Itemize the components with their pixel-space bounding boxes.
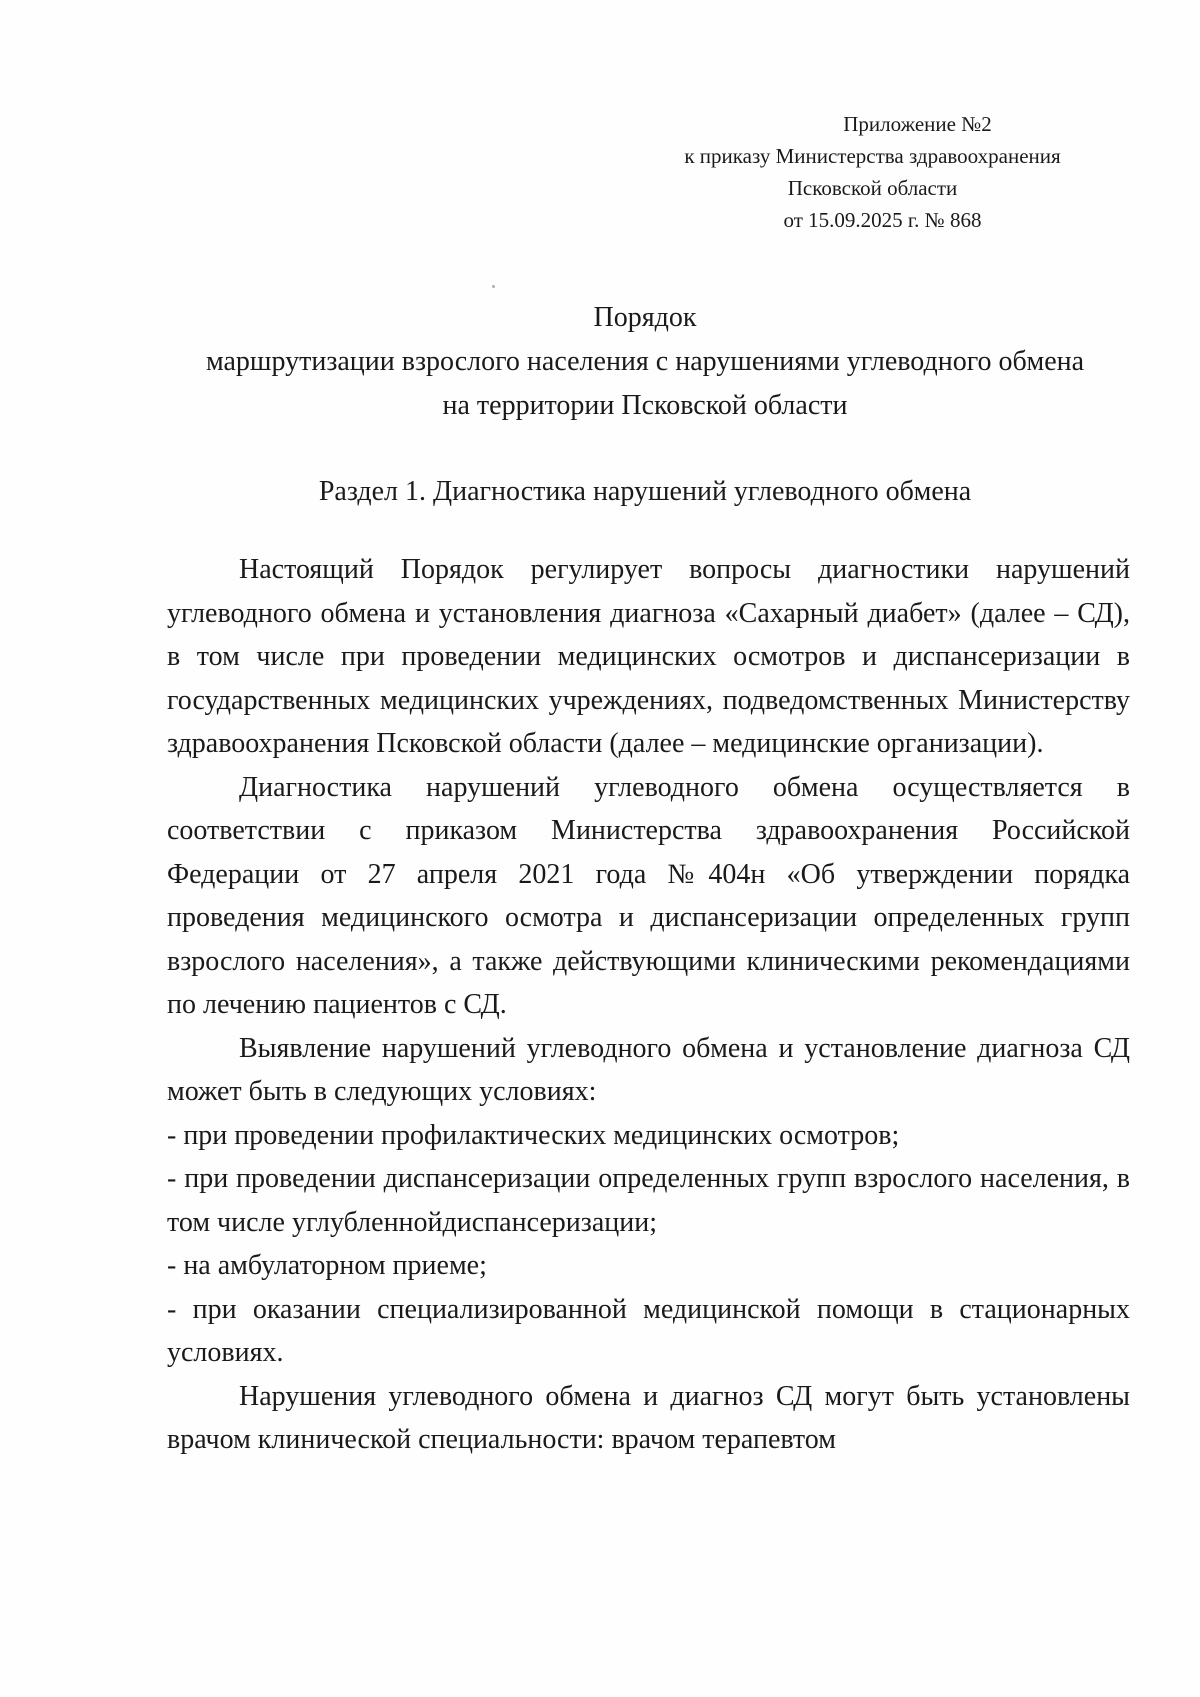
title-line-3: на территории Псковской области [442,390,848,421]
paragraph-3: Выявление нарушений углеводного обмена и установление диагноза СД может быть в следующих условиях: [167,1032,1130,1107]
paragraph-4: Нарушения углеводного обмена и диагноз СД могут быть установлены врачом клинической специальности: врачом терапевтом [167,1380,1130,1455]
paragraph-2: Диагностика нарушений углеводного обмена осуществляется в соответствии с приказом Министерства здравоохранения Российской Федерации от 27 апреля 2021 года №404н «Об утверждении порядка проведения медицинского осмотра и диспансеризации определенных групп взрослого населения», а также действующими клиническими рекомендациями по лечению пациентов с СД. [167,771,1130,1020]
list-item: - при проведении диспансеризации определенных групп взрослого населения, в том числе углубленнойдиспансеризации; [167,1163,1130,1238]
document-body [167,548,1130,1462]
scan-speck [492,285,495,288]
section-heading: Раздел 1. Диагностика нарушений углеводного обмена [318,476,972,507]
annex-header [600,108,1145,236]
document-title [160,296,1130,428]
title-line-2: маршрутизации взрослого населения с нарушениями углеводного обмена [205,346,1085,377]
annex-date-number: от 15.09.2025 г. № 868 [783,208,982,232]
annex-number: Приложение №2 [843,112,992,136]
annex-order-ref: к приказу Министерства здравоохранения [684,144,1061,168]
list-item: - при проведении профилактических медицинских осмотров; [167,1119,900,1151]
annex-region: Псковской области [787,176,958,200]
list-item: - на амбулаторном приеме; [167,1250,487,1281]
title-line-1: Порядок [593,302,697,333]
list-item: - при оказании специализированной медицинской помощи в стационарных условиях. [167,1293,1130,1368]
paragraph-1: Настоящий Порядок регулирует вопросы диагностики нарушений углеводного обмена и установления диагноза «Сахарный диабет» (далее – СД), в том числе при проведении медицинских осмотров и диспансеризации в государственных медицинских учреждениях, подведомственных Министерству здравоохранения Псковской области (далее – медицинские организации). [167,554,1130,759]
